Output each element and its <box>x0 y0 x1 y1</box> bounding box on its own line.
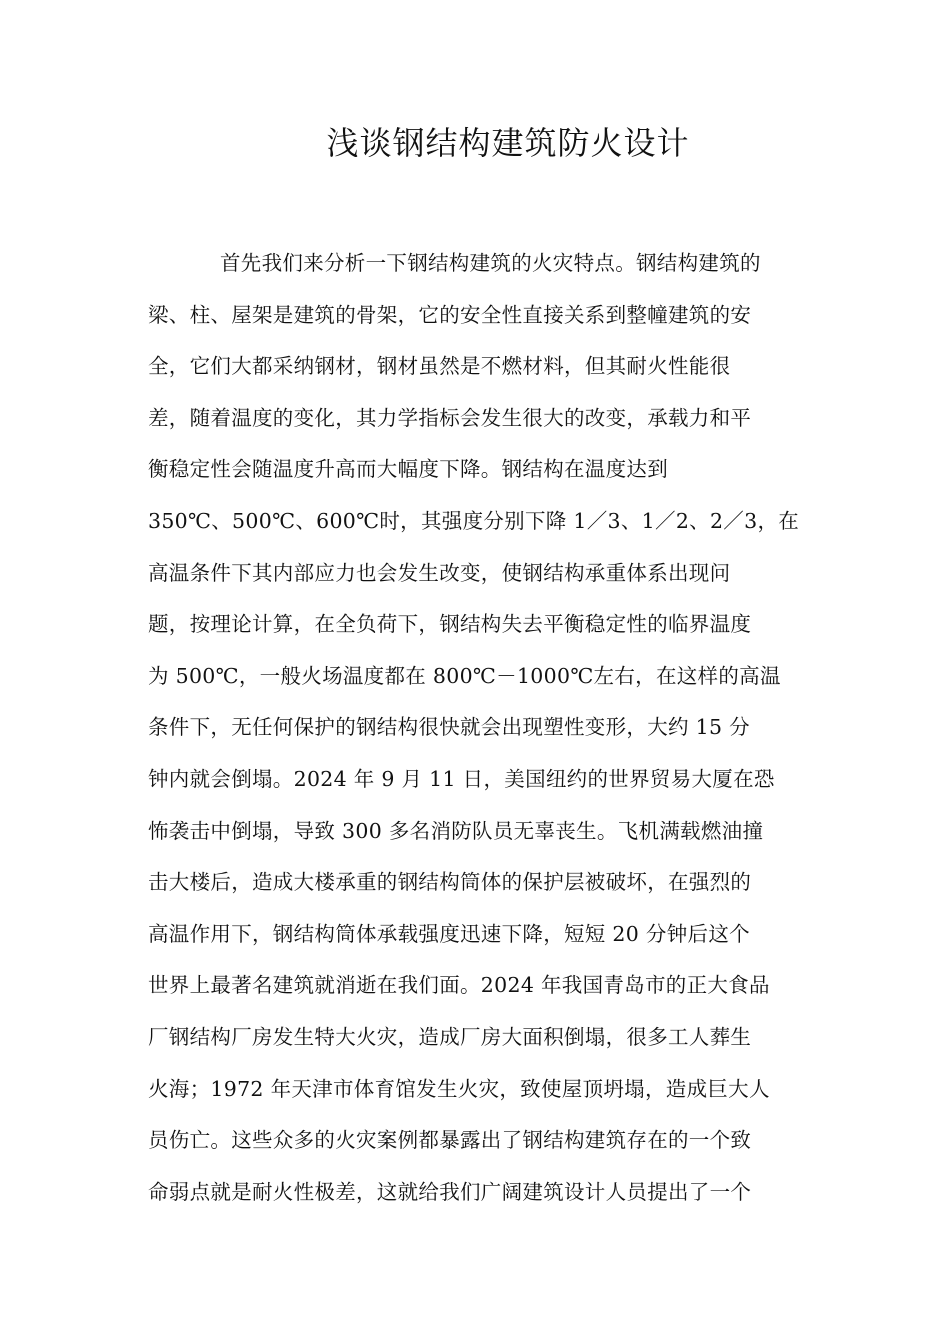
text-line: 厂钢结构厂房发生特大火灾，造成厂房大面积倒塌，很多工人葬生 <box>148 1024 752 1049</box>
text-line: 梁、柱、屋架是建筑的骨架，它的安全性直接关系到整幢建筑的安 <box>148 302 752 327</box>
body-paragraph <box>148 238 808 1218</box>
text-line: 命弱点就是耐火性极差，这就给我们广阔建筑设计人员提出了一个 <box>148 1179 752 1204</box>
text-line: 差，随着温度的变化，其力学指标会发生很大的改变，承载力和平 <box>148 405 752 430</box>
text-line: 衡稳定性会随温度升高而大幅度下降。钢结构在温度达到 <box>148 457 668 482</box>
text-line: 员伤亡。这些众多的火灾案例都暴露出了钢结构建筑存在的一个致 <box>148 1128 752 1153</box>
text-line: 击大楼后，造成大楼承重的钢结构筒体的保护层被破坏，在强烈的 <box>148 870 752 895</box>
text-line: 火海；1972 年天津市体育馆发生火灾，致使屋顶坍塌，造成巨大人 <box>148 1076 770 1101</box>
text-line: 高温条件下其内部应力也会发生改变，使钢结构承重体系出现问 <box>148 560 731 585</box>
text-line: 为 500℃，一般火场温度都在 800℃－1000℃左右，在这样的高温 <box>148 663 781 688</box>
text-line: 世界上最著名建筑就消逝在我们面。2024 年我国青岛市的正大食品 <box>148 973 770 998</box>
text-line: 条件下，无任何保护的钢结构很快就会出现塑性变形，大约 15 分 <box>148 715 750 740</box>
text-line: 怖袭击中倒塌，导致 300 多名消防队员无辜丧生。飞机满载燃油撞 <box>148 818 764 843</box>
text-line: 全，它们大都采纳钢材，钢材虽然是不燃材料，但其耐火性能很 <box>148 354 731 379</box>
text-line: 高温作用下，钢结构筒体承载强度迅速下降，短短 20 分钟后这个 <box>148 921 750 946</box>
text-line: 首先我们来分析一下钢结构建筑的火灾特点。钢结构建筑的 <box>220 251 761 275</box>
text-line: 钟内就会倒塌。2024 年 9 月 11 日，美国纽约的世界贸易大厦在恐 <box>148 766 775 791</box>
text-line: 350℃、500℃、600℃时，其强度分别下降 1／3、1／2、2／3，在 <box>148 508 800 533</box>
text-line: 题，按理论计算，在全负荷下，钢结构失去平衡稳定性的临界温度 <box>148 612 752 637</box>
document-title: 浅谈钢结构建筑防火设计 <box>326 124 690 162</box>
